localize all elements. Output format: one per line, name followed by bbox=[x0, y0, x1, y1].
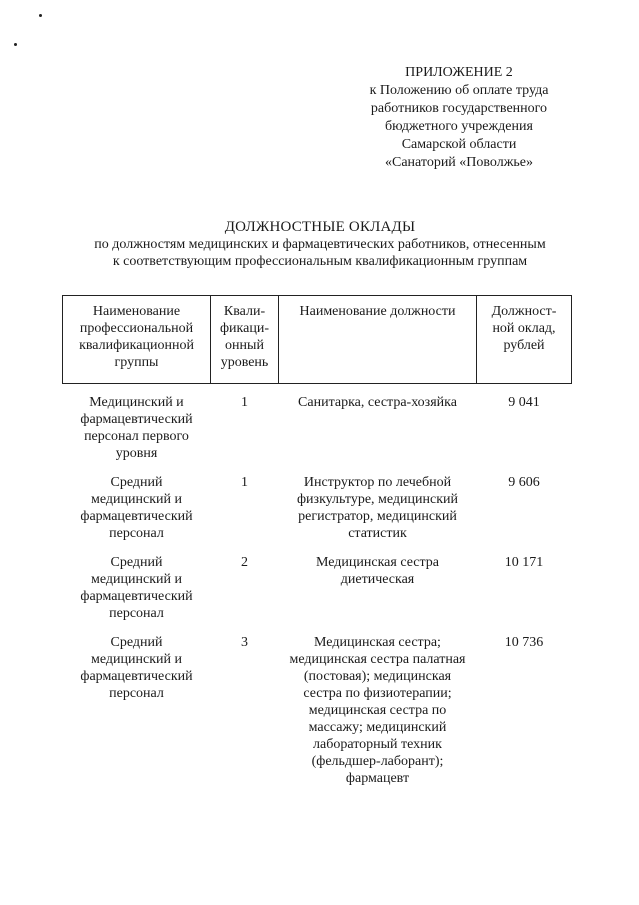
cell-qualification-group: Медицинский и фармацевтический персонал первого уровня bbox=[80, 395, 193, 461]
cell-position-name: Санитарка, сестра-хозяйка bbox=[298, 395, 457, 410]
cell-qualification-level: 1 bbox=[241, 475, 248, 490]
document-subtitle-line: к соответствующим профессиональным квалификационным группам bbox=[112, 254, 528, 269]
cell-qualification-group: Средний медицинский и фармацевтический персонал bbox=[80, 555, 193, 621]
scan-speck bbox=[14, 43, 17, 46]
cell-qualification-level: 1 bbox=[241, 395, 248, 410]
appendix-line: Самарской области bbox=[401, 137, 517, 152]
appendix-line: к Положению об оплате труда bbox=[369, 83, 549, 98]
salary-table bbox=[62, 295, 572, 787]
table-row bbox=[63, 634, 572, 787]
document-title: ДОЛЖНОСТНЫЕ ОКЛАДЫ bbox=[224, 219, 416, 235]
cell-salary: 9 041 bbox=[508, 395, 540, 410]
appendix-header bbox=[330, 64, 588, 172]
table-header-row bbox=[63, 296, 572, 384]
document-subtitle-line: по должностям медицинских и фармацевтических работников, отнесенным bbox=[94, 237, 546, 252]
cell-position-name: Инструктор по лечебной физкультуре, медицинский регистратор, медицинский статистик bbox=[296, 475, 459, 541]
scan-speck bbox=[39, 14, 42, 17]
cell-position-name: Медицинская сестра диетическая bbox=[315, 555, 439, 587]
document-title-block bbox=[40, 219, 600, 270]
appendix-line: бюджетного учреждения bbox=[385, 119, 533, 134]
header-qualification-level: Квали- фикаци- онный уровень bbox=[211, 296, 279, 384]
cell-salary: 9 606 bbox=[508, 475, 540, 490]
appendix-line: «Санаторий «Поволжье» bbox=[384, 155, 533, 170]
cell-position-name: Медицинская сестра; медицинская сестра палатная (постовая); медицинская сестра по физиотерапии; медицинская сестра по массажу; медицинский лабораторный техник (фельдшер-лаборант); фармацевт bbox=[289, 635, 466, 786]
cell-qualification-group: Средний медицинский и фармацевтический персонал bbox=[80, 475, 193, 541]
header-qualification-group: Наименование профессиональной квалификационной группы bbox=[63, 296, 211, 384]
header-position-name: Наименование должности bbox=[279, 296, 477, 384]
cell-qualification-level: 3 bbox=[241, 635, 248, 650]
cell-salary: 10 171 bbox=[504, 555, 544, 570]
header-salary: Должност- ной оклад, рублей bbox=[477, 296, 572, 384]
cell-salary: 10 736 bbox=[504, 635, 544, 650]
appendix-number: ПРИЛОЖЕНИЕ 2 bbox=[405, 65, 513, 80]
table-row bbox=[63, 554, 572, 634]
table-row bbox=[63, 384, 572, 475]
table-row bbox=[63, 474, 572, 554]
cell-qualification-level: 2 bbox=[241, 555, 248, 570]
cell-qualification-group: Средний медицинский и фармацевтический персонал bbox=[80, 635, 193, 701]
appendix-line: работников государственного bbox=[370, 101, 548, 116]
